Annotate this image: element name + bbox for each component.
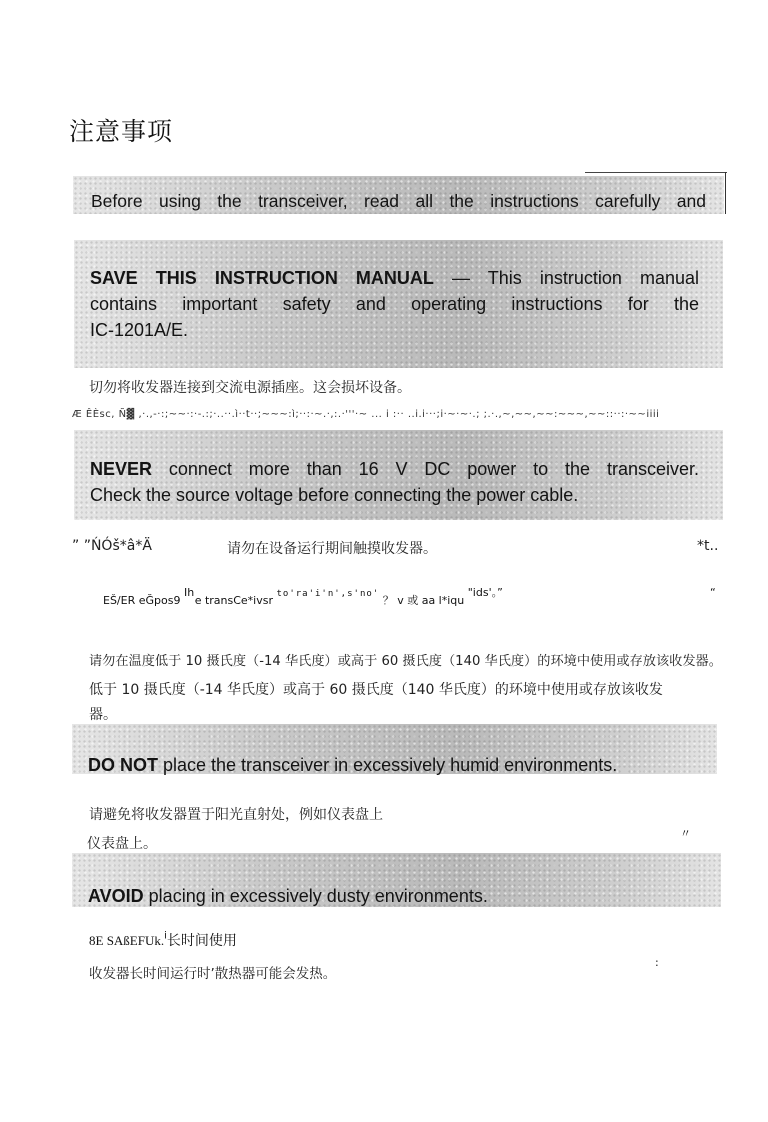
dusty-heading: AVOID <box>88 886 144 906</box>
notice-box-humid <box>72 724 717 774</box>
long-use-sup: i <box>164 930 167 942</box>
warning-ac-outlet: 切勿将收发器连接到交流电源插座。这会损坏设备。 <box>89 380 411 396</box>
garbled-part-b: Ih <box>183 586 195 599</box>
garbled-part-d: to'ra'i'n',s'no' <box>276 589 380 599</box>
never-line-1-rest: connect more than 16 V DC power to the transceiver. <box>152 459 699 479</box>
stray-mark-1: 〃 <box>680 827 691 840</box>
top-rule <box>585 172 727 173</box>
humid-line <box>72 724 717 778</box>
garbled-part-f: "ids'。” <box>467 586 503 599</box>
save-manual-line-2: contains important safety and operating instructions for the <box>90 294 699 314</box>
save-manual-dash: — <box>433 268 488 288</box>
humid-rest: place the transceiver in excessively humid environments. <box>158 755 618 775</box>
warning-temperature-2: 低于 10 摄氏度（-14 华氏度）或高于 60 摄氏度（140 华氏度）的环境中使用或存放该收发 <box>89 682 663 698</box>
warning-temperature-1: 请勿在温度低于 10 摄氏度（-14 华氏度）或高于 60 摄氏度（140 华氏度）的环境中使用或存放该收发器。 <box>89 654 722 669</box>
warning-temperature-2-cont: 器。 <box>89 707 117 723</box>
save-manual-line-3: IC-1201A/E. <box>90 320 189 340</box>
ocr-artifact-left: ” ”ŃÓš*â*Ä <box>72 538 152 554</box>
page-title: 注意事项 <box>69 117 174 146</box>
dusty-rest: placing in excessively dusty environments. <box>143 886 488 906</box>
save-manual-line-1-rest: This instruction manual <box>487 268 699 288</box>
warning-dashboard: 仪表盘上。 <box>87 836 157 852</box>
long-use-cn: 长时间使用 <box>166 933 237 949</box>
save-manual-line-1 <box>90 265 699 291</box>
garbled-part-c: e transCe*ivsr <box>194 594 273 607</box>
garbled-part-e: ？ v 或 aa l*iqu <box>382 594 465 607</box>
scan-noise-line: Æ ÊÈsc, Ñ▓ ,·.,-·:;~~·:·-.:;·..··.ì··t··;~~~:ì;··:·~.·,:.·'''·~ ... i :·· ..i.i···;i·~·~·.; ;.·.,~,~~,~~:~~~,~~::··:·~~iiii <box>72 409 660 420</box>
right-rule <box>725 172 726 214</box>
long-use-heading <box>89 930 237 950</box>
notice-box-dusty <box>72 853 721 907</box>
never-line-2: Check the source voltage before connecting the power cable. <box>90 485 579 505</box>
garbled-exposure-line <box>103 584 503 607</box>
warning-direct-sunlight: 请避免将收发器置于阳光直射处，例如仪表盘上 <box>89 807 383 823</box>
never-heading: NEVER <box>90 459 153 479</box>
notice-box-read-instructions <box>73 176 724 214</box>
warning-heatsink: 收发器长时间运行时’散热器可能会发热。 <box>89 966 337 982</box>
never-line-1 <box>90 456 699 482</box>
garbled-quote-mark: “ <box>710 586 716 599</box>
notice-text-read-instructions: Before using the transceiver, read all the instructions carefully and <box>91 191 706 211</box>
garbled-part-a: EŠ/ER eĞpos9 <box>103 594 181 607</box>
stray-mark-2: : <box>655 956 659 969</box>
humid-heading: DO NOT <box>88 755 158 775</box>
save-manual-heading: SAVE THIS INSTRUCTION MANUAL <box>90 268 434 288</box>
long-use-garbled: 8E SAßEFUk. <box>89 933 165 948</box>
notice-box-never-connect <box>74 430 723 520</box>
warning-touch-during-operation: 请勿在设备运行期间触摸收发器。 <box>227 541 437 557</box>
notice-box-save-manual <box>74 240 723 368</box>
dusty-line <box>72 853 721 909</box>
ocr-artifact-right: *t.. <box>697 538 719 554</box>
